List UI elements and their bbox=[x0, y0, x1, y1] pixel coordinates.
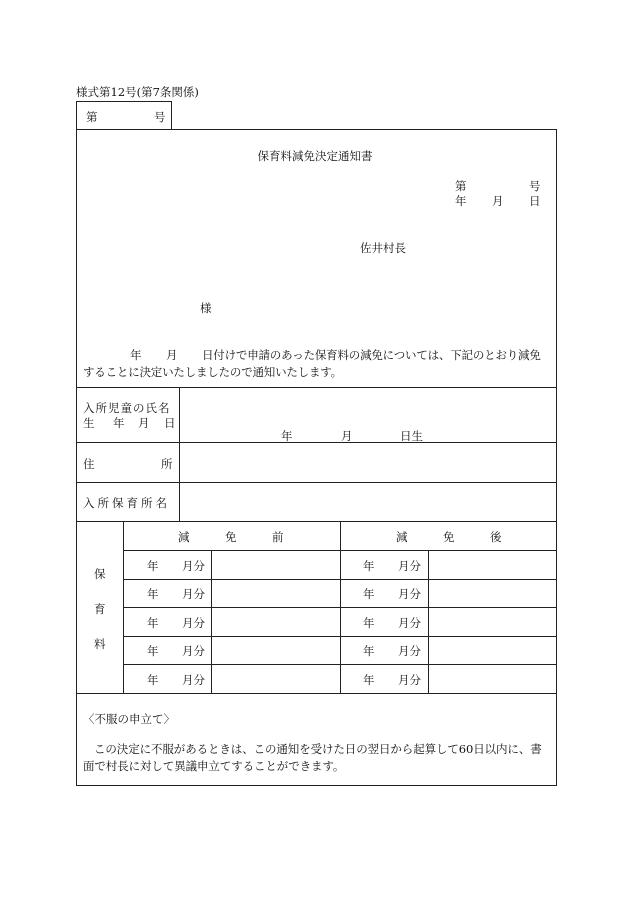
issuer: 佐井村長 bbox=[360, 241, 406, 255]
after-amount-divider bbox=[428, 550, 429, 693]
fee-row-after-month: 月分 bbox=[398, 587, 421, 601]
fee-row-after-year: 年 bbox=[363, 673, 375, 687]
divider bbox=[76, 442, 557, 443]
fee-row-before-year: 年 bbox=[147, 587, 159, 601]
before-header-mae: 前 bbox=[272, 530, 284, 544]
after-header-gen: 減 bbox=[396, 530, 408, 544]
fee-row-before-month: 月分 bbox=[182, 587, 205, 601]
fee-row-line bbox=[123, 664, 557, 665]
birth-label-hi: 日 bbox=[164, 416, 176, 430]
body-year: 年 bbox=[130, 348, 142, 362]
fee-row-line bbox=[123, 579, 557, 580]
after-header-go: 後 bbox=[490, 530, 502, 544]
divider bbox=[76, 387, 557, 388]
date-month: 月 bbox=[492, 194, 504, 208]
fee-row-after-month: 月分 bbox=[398, 673, 421, 687]
birth-year: 年 bbox=[281, 429, 293, 443]
appeal-heading: 〈不服の申立て〉 bbox=[83, 712, 175, 726]
fee-row-after-year: 年 bbox=[363, 559, 375, 573]
birth-month: 月 bbox=[341, 429, 353, 443]
body-month: 月 bbox=[166, 348, 178, 362]
after-header-men: 免 bbox=[443, 530, 455, 544]
top-number-box bbox=[76, 101, 172, 130]
address-label-ju: 住 bbox=[83, 457, 95, 471]
fee-label-ho: 保 bbox=[94, 567, 106, 581]
child-name-label: 入所児童の氏名 bbox=[83, 401, 171, 415]
fee-row-line bbox=[123, 550, 557, 551]
fee-row-after-year: 年 bbox=[363, 587, 375, 601]
fee-row-before-month: 月分 bbox=[182, 616, 205, 630]
fee-row-after-year: 年 bbox=[363, 616, 375, 630]
birth-label-tsuki: 月 bbox=[138, 416, 150, 430]
label-column-divider bbox=[179, 387, 180, 521]
ref-go: 号 bbox=[529, 179, 541, 193]
fee-row-before-month: 月分 bbox=[182, 644, 205, 658]
ref-dai: 第 bbox=[455, 179, 467, 193]
divider bbox=[76, 482, 557, 483]
fee-row-before-month: 月分 bbox=[182, 673, 205, 687]
date-day: 日 bbox=[529, 194, 541, 208]
form-number-header: 様式第12号(第7条関係) bbox=[76, 85, 199, 99]
divider bbox=[76, 693, 557, 694]
notice-title: 保育料減免決定通知書 bbox=[257, 149, 373, 163]
before-amount-divider bbox=[211, 550, 212, 693]
birth-day: 日生 bbox=[400, 429, 423, 443]
divider bbox=[76, 521, 557, 522]
fee-row-before-year: 年 bbox=[147, 673, 159, 687]
notice-body: 日付けで申請のあった保育料の減免については、下記のとおり減免することに決定いたしましたので通知いたします。 bbox=[83, 348, 541, 379]
fee-row-before-month: 月分 bbox=[182, 559, 205, 573]
fee-label-ryo: 料 bbox=[94, 637, 106, 651]
fee-row-after-month: 月分 bbox=[398, 616, 421, 630]
date-year: 年 bbox=[455, 194, 467, 208]
before-header-gen: 減 bbox=[178, 530, 190, 544]
fee-row-line bbox=[123, 636, 557, 637]
fee-row-after-month: 月分 bbox=[398, 644, 421, 658]
top-box-go: 号 bbox=[154, 110, 166, 124]
birth-label-sei: 生 bbox=[83, 416, 95, 430]
fee-row-before-year: 年 bbox=[147, 559, 159, 573]
fee-row-line bbox=[123, 607, 557, 608]
addressee-suffix: 様 bbox=[200, 301, 212, 315]
fee-label-iku: 育 bbox=[94, 602, 106, 616]
fee-row-after-year: 年 bbox=[363, 644, 375, 658]
address-label-sho: 所 bbox=[161, 457, 173, 471]
fee-row-before-year: 年 bbox=[147, 616, 159, 630]
fee-row-before-year: 年 bbox=[147, 644, 159, 658]
before-header-men: 免 bbox=[225, 530, 237, 544]
nursery-label: 入所保育所名 bbox=[83, 496, 170, 510]
birth-label-nen: 年 bbox=[113, 416, 125, 430]
fee-row-after-month: 月分 bbox=[398, 559, 421, 573]
appeal-text: この決定に不服があるときは、この通知を受けた日の翌日から起算して60日以内に、書面で村長に対して異議申立てすることができます。 bbox=[83, 742, 542, 773]
top-box-dai: 第 bbox=[86, 110, 98, 124]
